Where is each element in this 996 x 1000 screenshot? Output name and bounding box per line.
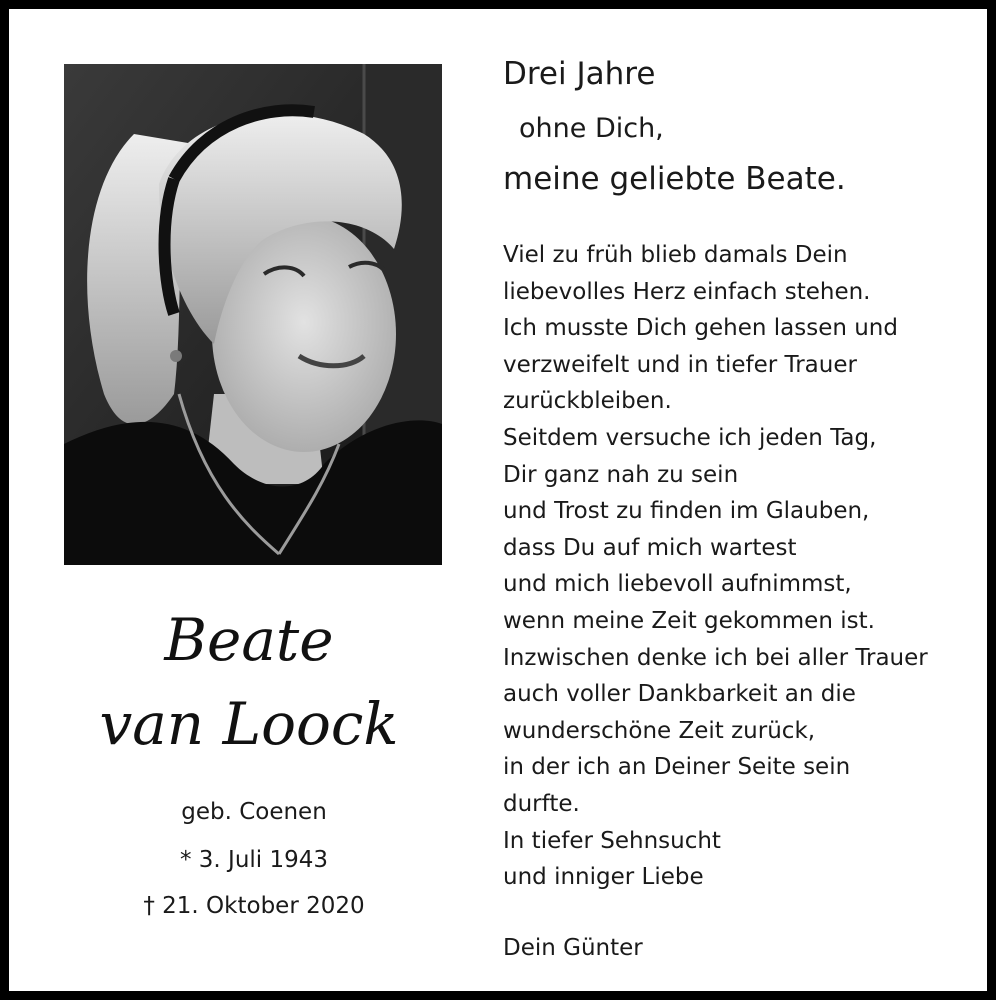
- heading-line-2: ohne Dich,: [519, 113, 664, 144]
- birth-date: * 3. Juli 1943: [179, 847, 329, 873]
- poem-line: In tiefer Sehnsucht: [503, 827, 721, 854]
- poem-line: auch voller Dankbarkeit an die: [503, 681, 856, 708]
- poem-line: dass Du auf mich wartest: [503, 534, 797, 561]
- poem-line: Viel zu früh blieb damals Dein: [503, 242, 848, 268]
- last-name: van Loock: [99, 690, 399, 758]
- maiden-name: geb. Coenen: [181, 799, 327, 825]
- poem-line: wenn meine Zeit gekommen ist.: [503, 607, 875, 634]
- poem-line: und Trost zu finden im Glauben,: [503, 498, 870, 525]
- poem-line: zurückbleiben.: [503, 388, 672, 415]
- poem-text: [503, 237, 963, 896]
- heading-line-3: meine geliebte Beate.: [503, 161, 846, 197]
- signature: Dein Günter: [503, 935, 643, 961]
- portrait-photo: [64, 64, 442, 565]
- poem-line: in der ich an Deiner Seite sein: [503, 754, 851, 781]
- poem-line: Ich musste Dich gehen lassen und: [503, 315, 898, 342]
- poem-line: wunderschöne Zeit zurück,: [503, 717, 816, 744]
- poem-line: und inniger Liebe: [503, 864, 704, 891]
- poem-line: Inzwischen denke ich bei aller Trauer: [503, 644, 928, 671]
- poem-line: verzweifelt und in tiefer Trauer: [503, 351, 857, 378]
- poem-line: durfte.: [503, 790, 580, 817]
- poem-line: und mich liebevoll aufnimmst,: [503, 571, 852, 598]
- poem-line: Dir ganz nah zu sein: [503, 461, 739, 488]
- death-date: † 21. Oktober 2020: [143, 893, 365, 919]
- first-name: Beate: [164, 606, 334, 674]
- poem-line: liebevolles Herz einfach stehen.: [503, 278, 871, 305]
- heading-line-1: Drei Jahre: [503, 56, 656, 92]
- portrait-icon: [64, 64, 442, 565]
- poem-line: Seitdem versuche ich jeden Tag,: [503, 424, 877, 451]
